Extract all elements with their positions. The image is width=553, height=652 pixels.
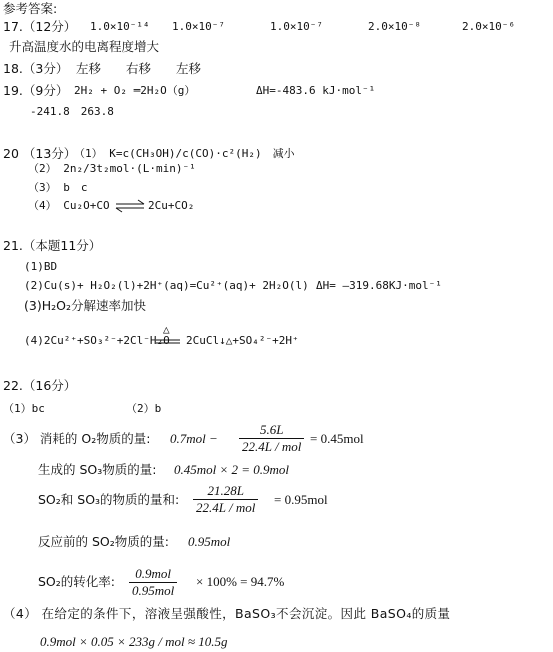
q21-label: 21.（本题11分） [3,238,102,253]
q17-label: 17.（12分） [3,19,77,34]
fraction-denominator: 22.4L / mol [242,439,302,454]
q22-p3-consumed-lhs: 0.7mol − [170,431,218,446]
fraction-numerator: 5.6L [239,422,304,439]
q22-p3-initial-label: 反应前的 SO₂物质的量: [38,534,169,549]
q20-part3: （3） b c [28,181,88,194]
q22-p3-conversion-result: × 100% = 94.7% [196,574,285,589]
q22-p3-generated-label: 生成的 SO₃物质的量: [38,462,157,477]
q22-part2: （2）b [126,402,162,415]
q22-label: 22.（16分） [3,378,77,393]
q22-p3-consumed-label: （3） 消耗的 O₂物质的量: [3,431,151,446]
q19-delta-h: ΔH=-483.6 kJ·mol⁻¹ [256,84,376,97]
q22-p3-sum-fraction [190,483,261,516]
q20-part4-left: （4） Cu₂O+CO [28,199,110,212]
q22-part4-text: （4） 在给定的条件下，溶液呈强酸性，BaSO₃不会沉淀。因此 BaSO₄的质量 [3,606,451,621]
q22-part4-expr: 0.9mol × 0.05 × 233g / mol ≈ 10.5g [40,634,228,649]
reversible-arrow-icon [116,199,146,213]
q22-p3-sum-result: = 0.95mol [274,492,328,507]
q22-p3-conversion-fraction [126,566,180,599]
fraction-denominator: 0.95mol [132,583,175,598]
q21-part2-delta-h: ΔH= —319.68KJ·mol⁻¹ [316,279,442,292]
answer-header: 参考答案: [3,1,58,16]
q17-value-5: 2.0×10⁻⁶ [462,20,515,33]
q21-part4-right: 2CuCl↓△+SO₄²⁻+2H⁺ [186,334,299,347]
q21-part1: (1)BD [24,260,58,273]
q20-part4-right: 2Cu+CO₂ [148,199,195,212]
q18-answers: 左移 右移 左移 [76,61,202,76]
q20-part2: （2） 2n₂/3t₂mol·(L·min)⁻¹ [28,162,196,175]
q21-part2-equation: (2)Cu(s)+ H₂O₂(l)+2H⁺(aq)=Cu²⁺(aq)+ 2H₂O(l) [24,279,309,292]
fraction-numerator: 0.9mol [129,566,177,583]
q22-p3-sum-label: SO₂和 SO₃的物质的量和: [38,492,180,507]
q22-p3-generated-expr: 0.45mol × 2 = 0.9mol [174,462,290,477]
q17-value-3: 1.0×10⁻⁷ [270,20,323,33]
q21-part4-left: (4)2Cu²⁺+SO₃²⁻+2Cl⁻H₂O [24,334,170,347]
q22-part1: （1）bc [3,402,45,415]
q17-value-1: 1.0×10⁻¹⁴ [90,20,150,33]
q19-label: 19.（9分） [3,83,69,98]
fraction-denominator: 22.4L / mol [196,500,256,515]
q17-value-4: 2.0×10⁻⁸ [368,20,421,33]
q17-value-2: 1.0×10⁻⁷ [172,20,225,33]
q21-part4-condition: △ [163,323,170,336]
equals-sign-icon [156,339,182,345]
q21-part3: (3)H₂O₂分解速率加快 [24,298,146,313]
q22-p3-conversion-label: SO₂的转化率: [38,574,115,589]
q20-label: 20 （13分） [3,146,77,161]
q22-p3-initial-value: 0.95mol [188,534,231,549]
q22-p3-consumed-result: = 0.45mol [310,431,364,446]
q19-values: -241.8 263.8 [30,105,114,118]
q20-part1: （1） K=c(CH₃OH)/c(CO)·c²(H₂) 减小 [74,147,295,160]
q22-p3-consumed-fraction [236,422,307,455]
q18-label: 18.（3分） [3,61,69,76]
q19-equation: 2H₂ + O₂ ═2H₂O（g） [74,84,196,97]
fraction-numerator: 21.28L [193,483,258,500]
q17-note: 升高温度水的电离程度增大 [9,39,160,54]
